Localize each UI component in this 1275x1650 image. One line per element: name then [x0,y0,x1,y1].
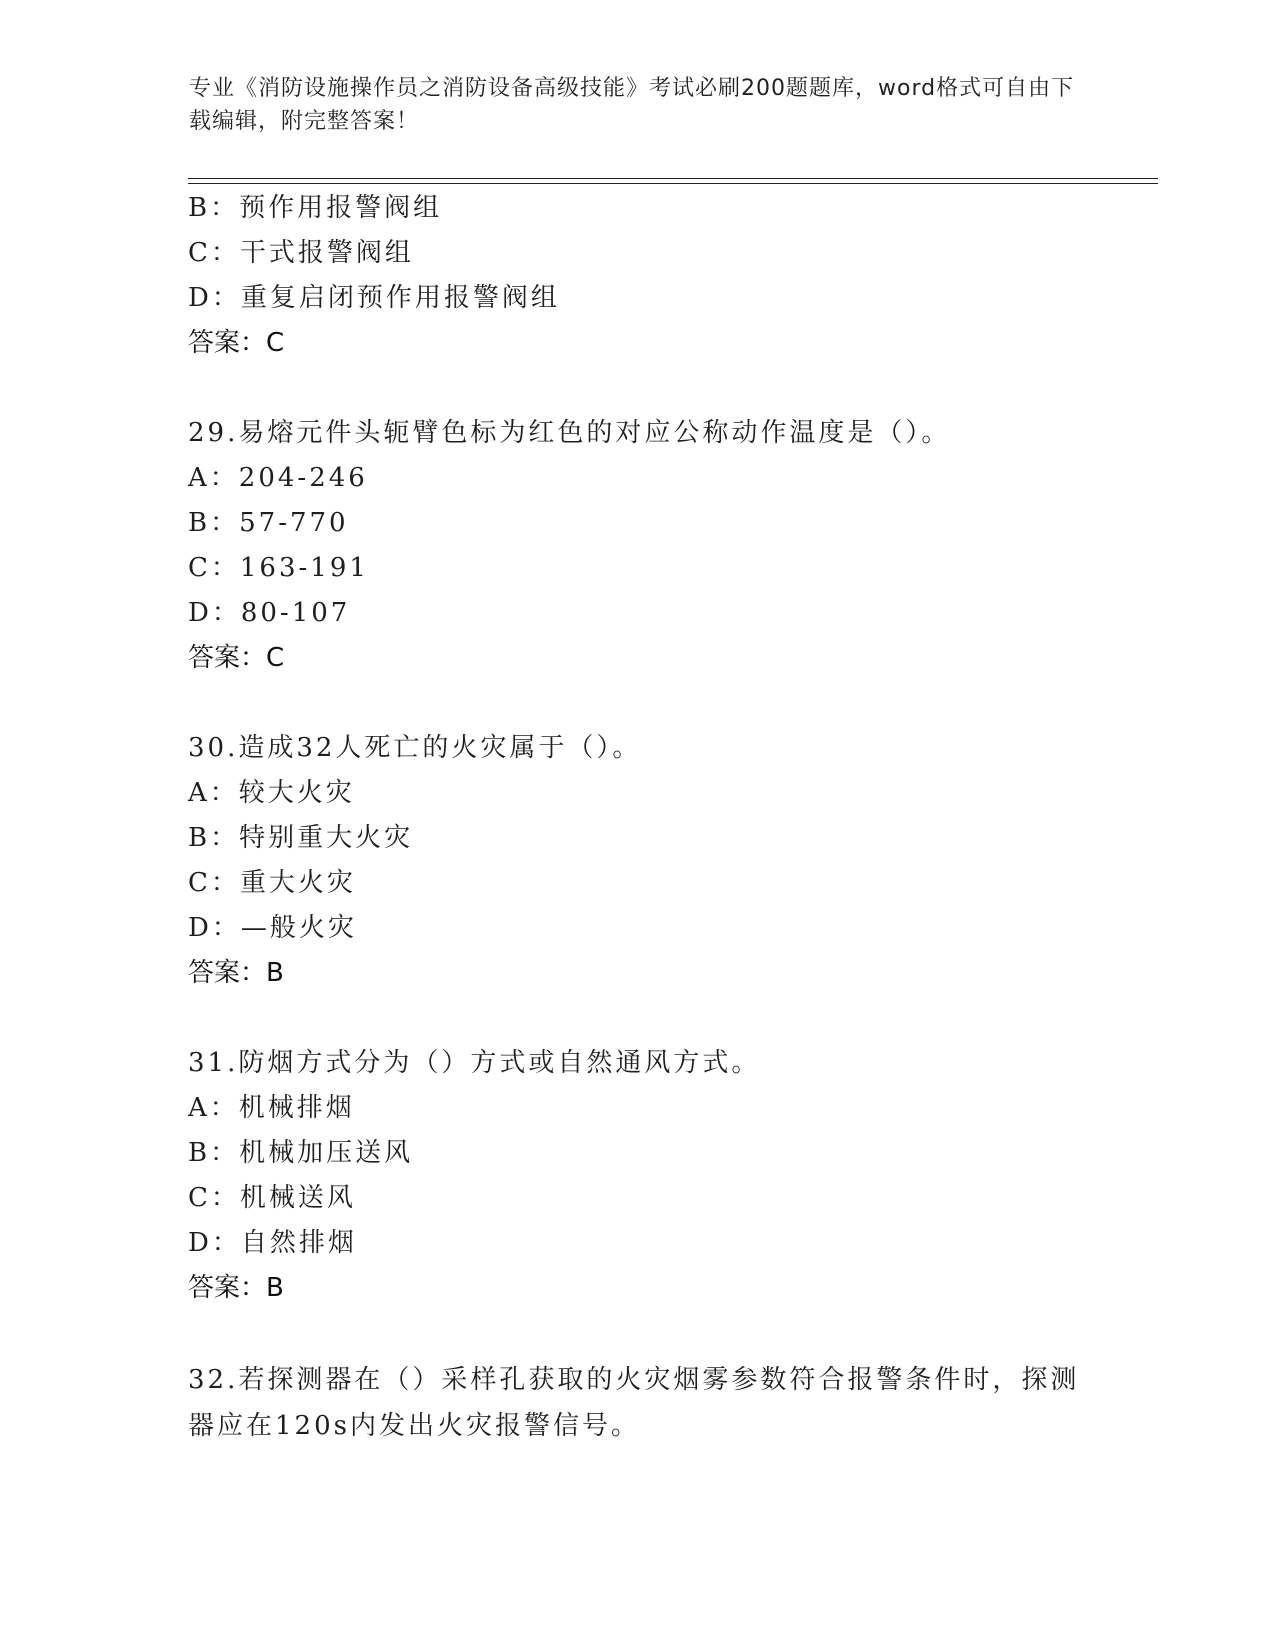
q31-question: 31.防烟方式分为（）方式或自然通风方式。 [188,1048,761,1078]
q32-question: 32.若探测器在（）采样孔获取的火灾烟雾参数符合报警条件时，探测器应在120s内发出火灾报警信号。 [188,1365,1080,1441]
header-divider-top [188,178,1158,179]
q30-option-d: D：—般火灾 [188,913,357,943]
q31-option-d: D：自然排烟 [188,1228,357,1258]
q30-option-c: C：重大火灾 [188,868,356,898]
q31-option-a: A：机械排烟 [188,1093,355,1123]
q30-question: 30.造成32人死亡的火灾属于（）。 [188,733,642,763]
q29-question: 29.易熔元件头轭臂色标为红色的对应公称动作温度是（）。 [188,418,951,448]
q28-answer: 答案：C [188,328,285,358]
document-header: 专业《消防设施操作员之消防设备高级技能》考试必刷200题题库，word格式可自由下载编辑，附完整答案！ [189,76,1075,134]
q31-answer: 答案：B [188,1273,284,1303]
q28-option-b: B：预作用报警阀组 [188,193,443,223]
q30-answer: 答案：B [188,958,284,988]
q29-option-d: D：80-107 [188,598,351,628]
q31-option-c: C：机械送风 [188,1183,356,1213]
header-divider-bottom [188,183,1158,184]
q29-answer: 答案：C [188,643,285,673]
q28-option-d: D：重复启闭预作用报警阀组 [188,283,560,313]
q28-option-c: C：干式报警阀组 [188,238,414,268]
q29-option-a: A：204-246 [188,463,368,493]
q29-option-b: B：57-770 [188,508,349,538]
q30-option-b: B：特别重大火灾 [188,823,414,853]
q30-option-a: A：较大火灾 [188,778,355,808]
q31-option-b: B：机械加压送风 [188,1138,414,1168]
q29-option-c: C：163-191 [188,553,369,583]
